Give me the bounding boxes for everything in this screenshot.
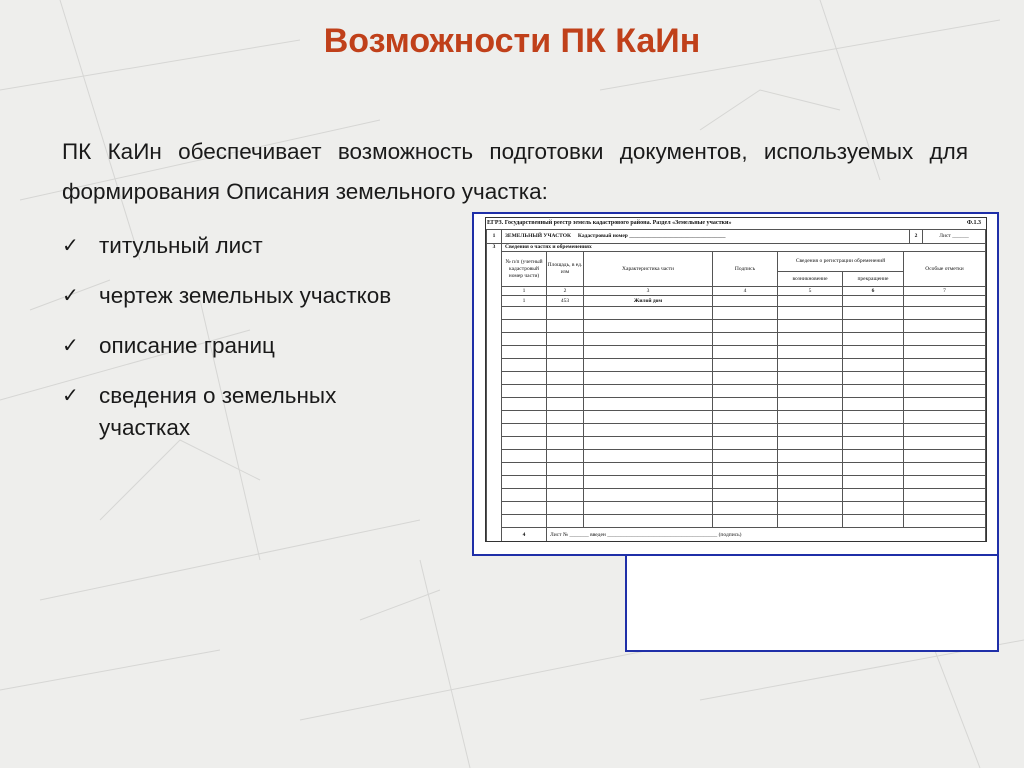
list-item [62, 380, 422, 444]
section-label: Сведения о частях и обременениях [502, 244, 986, 252]
col-number: 1 [502, 287, 547, 296]
sheet-entry-line: Лист № _______ введен ________________________________________ (подпись) [547, 528, 986, 543]
form-header-left: ЕГРЗ. Государственный реестр земель кадастрового района. Раздел «Земельные участки» [487, 220, 732, 226]
col-header: № п/п (учетный кадастровый номер части) [502, 252, 547, 287]
table-row [487, 296, 986, 307]
form-header-right: Ф.1.3 [966, 220, 981, 226]
cell-num: 1 [502, 296, 547, 307]
list-item [62, 330, 422, 362]
list-item [62, 280, 422, 312]
parcel-label: ЗЕМЕЛЬНЫЙ УЧАСТОК [505, 233, 572, 239]
form-header [487, 219, 983, 228]
table-row [487, 437, 986, 450]
bullet-text: сведения о земельных участках [99, 383, 337, 440]
col-header: Площадь, в ед. изм [547, 252, 584, 287]
checkmark-icon: ✓ [62, 385, 79, 407]
bullet-text: титульный лист [99, 233, 263, 258]
col-number: 4 [713, 287, 778, 296]
slide-title: Возможности ПК КаИн [323, 22, 701, 60]
table-row [487, 476, 986, 489]
cadastral-field: Кадастровый номер ___________________________________ [577, 233, 726, 239]
col-header: возникновение [778, 272, 843, 287]
col-header: Подпись [713, 252, 778, 287]
checkmark-icon: ✓ [62, 235, 79, 257]
col-number: 7 [904, 287, 986, 296]
table-row [487, 502, 986, 515]
form-document-sheet [472, 212, 999, 556]
back-document-sheet [625, 540, 999, 652]
form-table [486, 229, 986, 542]
table-row [487, 320, 986, 333]
col-header: прекращение [843, 272, 904, 287]
col-header: Особые отметки [904, 252, 986, 287]
sheet-field: Лист ______ [923, 230, 986, 244]
row-number: 4 [502, 528, 547, 543]
intro-text: ПК КаИн обеспечивает возможность подготовки документов, используемых для формирования Описания земельного участка: [62, 139, 968, 204]
checkmark-icon: ✓ [62, 285, 79, 307]
table-row [487, 333, 986, 346]
col-number: 5 [778, 287, 843, 296]
table-row [487, 359, 986, 372]
row-number: 1 [487, 230, 502, 244]
table-row [487, 372, 986, 385]
table-row [487, 489, 986, 502]
table-row [487, 346, 986, 359]
bullet-text: описание границ [99, 333, 275, 358]
cell-area: 453 [547, 296, 584, 307]
col-number: 2 [547, 287, 584, 296]
table-row [487, 385, 986, 398]
col-number: 3 [584, 287, 713, 296]
table-row [487, 463, 986, 476]
col-header: Характеристика части [584, 252, 713, 287]
row-number: 3 [487, 244, 502, 543]
form-table-frame [485, 217, 987, 542]
parcel-row [502, 230, 910, 244]
table-row [487, 424, 986, 437]
col-number: 6 [843, 287, 904, 296]
cell-desc: Жилой дом [584, 296, 713, 307]
col-header-group: Сведения о регистрации обременений [778, 252, 904, 272]
bullet-text: чертеж земельных участков [99, 283, 392, 308]
row-number: 2 [910, 230, 923, 244]
table-row [487, 307, 986, 320]
checkmark-icon: ✓ [62, 335, 79, 357]
table-row [487, 450, 986, 463]
table-row [487, 411, 986, 424]
table-row [487, 515, 986, 528]
bullet-list [62, 230, 422, 462]
table-row [487, 398, 986, 411]
list-item [62, 230, 422, 262]
